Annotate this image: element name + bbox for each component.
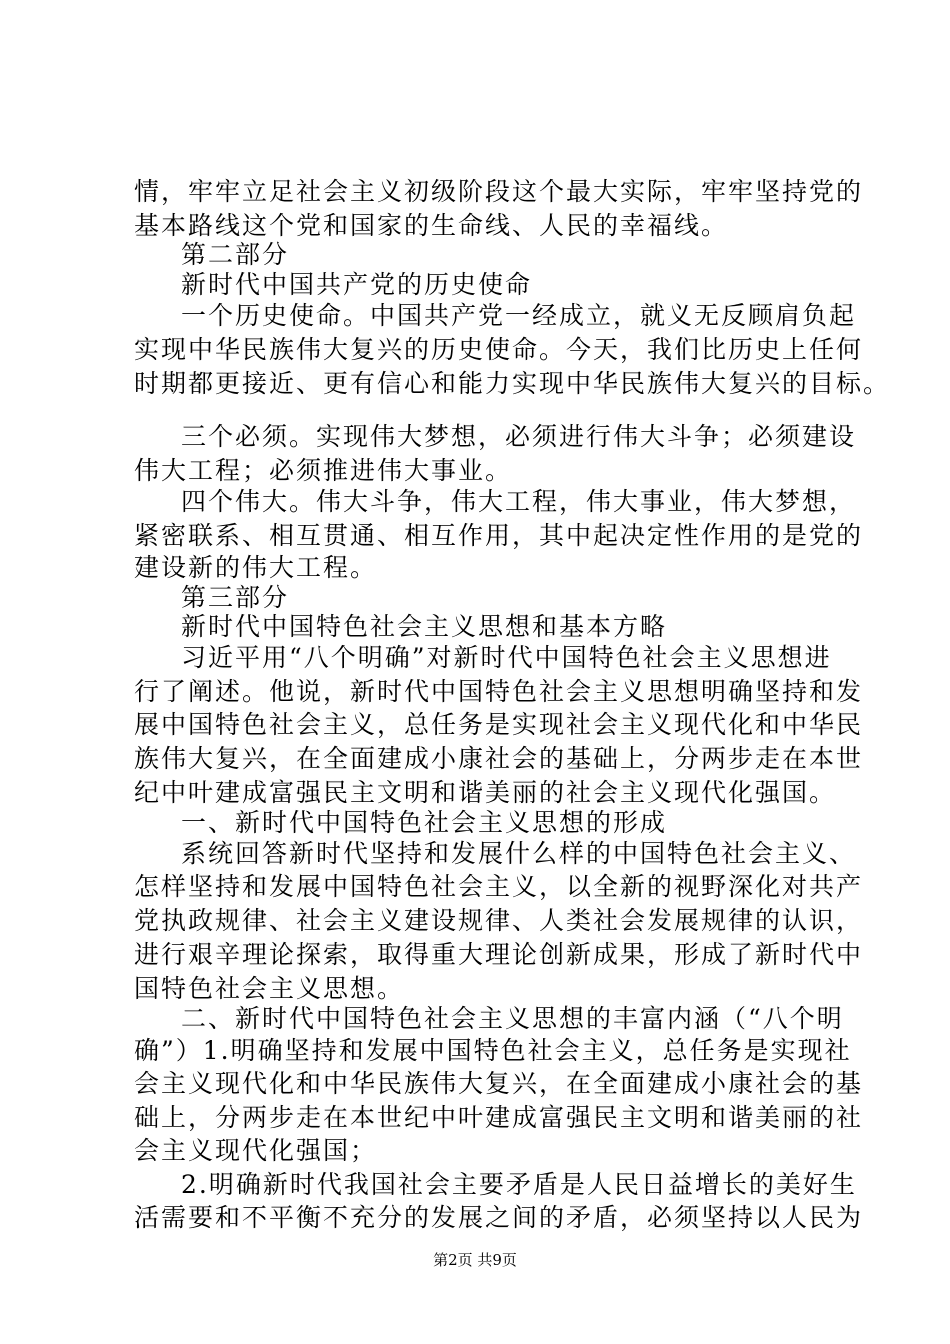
text-line: 习近平用“八个明确”对新时代中国特色社会主义思想进 [181, 643, 832, 672]
text-line: 三个必须。实现伟大梦想，必须进行伟大斗争；必须建设 [181, 422, 857, 451]
subsection-heading: 一、新时代中国特色社会主义思想的形成 [181, 808, 668, 837]
text-line: 紧密联系、相互贯通、相互作用，其中起决定性作用的是党的 [134, 521, 864, 550]
text-line: 建设新的伟大工程。 [134, 553, 378, 582]
text-line: 展中国特色社会主义，总任务是实现社会主义现代化和中华民 [134, 710, 864, 739]
text-line: 族伟大复兴，在全面建成小康社会的基础上，分两步走在本世 [134, 744, 864, 773]
text-line: 一个历史使命。中国共产党一经成立，就义无反顾肩负起 [181, 301, 857, 330]
text-line: 伟大工程；必须推进伟大事业。 [134, 456, 513, 485]
text-line: 确”）1.明确坚持和发展中国特色社会主义，总任务是实现社 [134, 1036, 852, 1065]
text-line: 行了阐述。他说，新时代中国特色社会主义思想明确坚持和发 [134, 677, 864, 706]
text-line: 实现中华民族伟大复兴的历史使命。今天，我们比历史上任何 [134, 335, 864, 364]
text-line: 础上，分两步走在本世纪中叶建成富强民主文明和谐美丽的社 [134, 1103, 864, 1132]
text-line: 会主义现代化和中华民族伟大复兴，在全面建成小康社会的基 [134, 1069, 864, 1098]
text-line: 情，牢牢立足社会主义初级阶段这个最大实际，牢牢坚持党的 [134, 177, 864, 206]
section-heading: 第二部分 [181, 240, 290, 269]
text-line: 四个伟大。伟大斗争，伟大工程，伟大事业，伟大梦想， [181, 487, 857, 516]
text-line: 时期都更接近、更有信心和能力实现中华民族伟大复兴的目标。 [134, 369, 891, 398]
text-line: 纪中叶建成富强民主文明和谐美丽的社会主义现代化强国。 [134, 778, 837, 807]
section-subheading: 新时代中国特色社会主义思想和基本方略 [181, 612, 668, 641]
text-line: 党执政规律、社会主义建设规律、人类社会发展规律的认识， [134, 906, 864, 935]
text-line: 会主义现代化强国； [134, 1136, 378, 1165]
subsection-heading: 二、新时代中国特色社会主义思想的丰富内涵（“八个明 [181, 1004, 844, 1033]
text-line: 系统回答新时代坚持和发展什么样的中国特色社会主义、 [181, 839, 857, 868]
text-line: 国特色社会主义思想。 [134, 974, 405, 1003]
text-line: 进行艰辛理论探索，取得重大理论创新成果，形成了新时代中 [134, 940, 864, 969]
text-line: 基本路线这个党和国家的生命线、人民的幸福线。 [134, 211, 729, 240]
text-line: 2.明确新时代我国社会主要矛盾是人民日益增长的美好生 [181, 1170, 857, 1199]
page-number-footer: 第2页 共9页 [433, 1251, 517, 1269]
text-line: 怎样坚持和发展中国特色社会主义，以全新的视野深化对共产 [134, 872, 864, 901]
section-heading: 第三部分 [181, 583, 290, 612]
section-subheading: 新时代中国共产党的历史使命 [181, 270, 533, 299]
text-line: 活需要和不平衡不充分的发展之间的矛盾，必须坚持以人民为 [134, 1203, 864, 1232]
